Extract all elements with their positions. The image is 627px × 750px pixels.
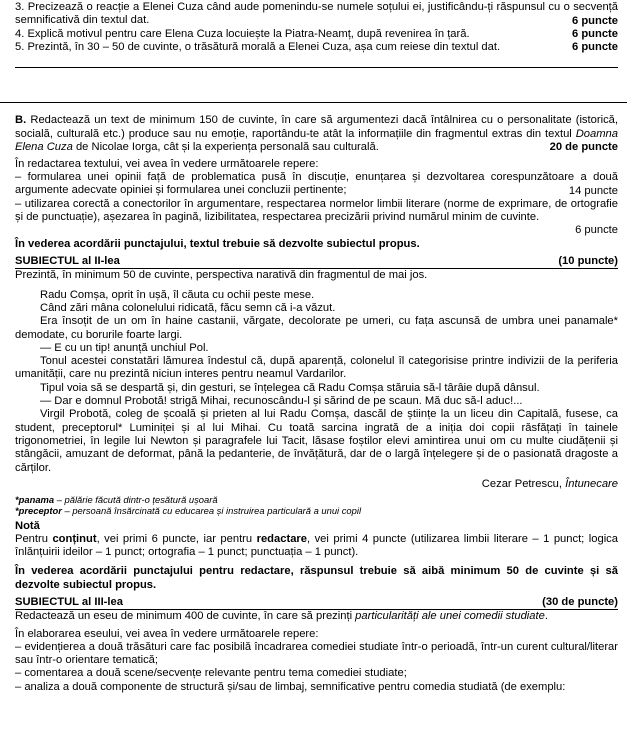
gloss-preceptor bbox=[15, 505, 618, 516]
fragment-paragraph: — Dar e domnul Probotă! strigă Mihai, recunoscându-l și sărind de pe scaun. Mă duc să-l aduc!... bbox=[40, 395, 523, 408]
item-5 bbox=[15, 41, 618, 54]
subiect-3-repere-intro: În elaborarea eseului, vei avea în vedere următoarele repere: bbox=[15, 627, 319, 640]
subiect-3-task bbox=[15, 610, 618, 623]
item-text: Explică motivul pentru care Elena Cuza locuiește la Piatra-Neamț, după revenirea în țară. bbox=[27, 27, 470, 40]
nota-text-part: , vei primi 4 puncte (utilizarea limbii literare – 1 punct; logica înlănțuirii ideilor – 1 punct; ortografia – 1 punct; punctuația – 1 punct). bbox=[15, 532, 618, 559]
section-b-repere-2-points: 6 puncte bbox=[575, 224, 618, 237]
item-4-points: 6 puncte bbox=[571, 27, 618, 40]
fragment-paragraph: Tonul acestei constatări lămurea îndestul că, după aparență, colonelul îl categorisise printre indivizii de la periferia umanității, care nu prezintă niciun interes pentru neamul Vardarilor. bbox=[15, 355, 618, 381]
fragment-paragraph: Tipul voia să se despartă și, din gesturi, se înțelegea că Radu Comșa stăruia să-l târâie după dânsul. bbox=[40, 381, 540, 394]
section-b-repere-1: – formularea unei opinii față de problematica pusă în discuție, enunțarea și dezvoltarea corespunzătoare a două argumente adecvate opiniei și formularea unei concluzii pertinente; bbox=[15, 170, 618, 197]
section-label: B. bbox=[15, 114, 27, 127]
item-3 bbox=[15, 1, 618, 28]
section-b-note: În vederea acordării punctajului, textul trebuie să dezvolte subiectul propus. bbox=[15, 237, 420, 250]
gloss-term: *panama bbox=[15, 494, 55, 506]
subiect-2-header bbox=[15, 255, 618, 269]
subiect-3-repere-item: – analiza a două componente de structură și/sau de limbaj, semnificative pentru comedia studiată (de exemplu: bbox=[15, 680, 566, 693]
item-3-points: 6 puncte bbox=[571, 14, 618, 27]
item-4 bbox=[15, 28, 618, 41]
gloss-definition: – pălărie făcută dintr-o țesătură ușoară bbox=[54, 494, 218, 506]
nota-text-part: Pentru bbox=[15, 532, 53, 545]
subiect-3-task-italic: particularități ale unei comedii studiate bbox=[355, 610, 545, 623]
subiect-3-repere-item: – evidențierea a două trăsături care fac posibilă încadrarea comediei studiate într-o perioadă, într-un curent cultural/literar sau într-o orientare tematică; bbox=[15, 640, 618, 667]
subiect-2-note: În vederea acordării punctajului pentru redactare, răspunsul trebuie să aibă minimum 50 de cuvinte și să dezvolte subiectul propus. bbox=[15, 565, 618, 591]
exam-page bbox=[15, 0, 618, 694]
section-b-points: 20 de puncte bbox=[549, 141, 618, 154]
nota-redactare: redactare bbox=[256, 532, 307, 545]
section-b-repere-2: – utilizarea corectă a conectorilor în argumentare, respectarea normelor limbii literare (norme de exprimare, de ortografie și de punctuație), așezarea în pagină, lizibilitatea, respectarea precizării privind numărul minim de cuvinte. bbox=[15, 197, 618, 224]
subiect-3-repere-item: – comentarea a două scene/secvențe relevante pentru tema comediei studiate; bbox=[15, 667, 407, 680]
fragment-paragraph: Era însoțit de un om în haine castanii, vărgate, decolorate pe umeri, cu fața ascunsă de umbra unei panamale* demodate, cu borurile foarte largi. bbox=[15, 315, 618, 341]
section-b-title: Doamna Elena Cuza bbox=[15, 127, 618, 154]
fragment-paragraph: Radu Comșa, oprit în ușă, îl căuta cu ochii peste mese. bbox=[40, 288, 315, 301]
nota-text-part: , vei primi 6 puncte, iar pentru bbox=[96, 532, 257, 545]
nota-continut: conținut bbox=[52, 532, 97, 545]
item-number: 5. bbox=[15, 41, 25, 54]
subiect-2-title: SUBIECTUL al II-lea bbox=[15, 255, 120, 268]
gloss-term: *preceptor bbox=[15, 505, 62, 517]
nota-title: Notă bbox=[15, 519, 40, 532]
fragment-paragraph: — E cu un tip! anunță unchiul Pol. bbox=[40, 341, 209, 354]
fragment bbox=[15, 289, 618, 475]
subiect-3-header bbox=[15, 596, 618, 610]
gloss-definition: – persoană însărcinată cu educarea și instruirea particulară a unui copil bbox=[61, 505, 362, 517]
item-text: Precizează o reacție a Elenei Cuza când aude pomenindu-se numele soțului ei, justificându-ți răspunsul cu o secvență semnificativă din textul dat. bbox=[15, 1, 618, 27]
subiect-3-points: (30 de puncte) bbox=[542, 595, 618, 608]
item-number: 3. bbox=[15, 1, 25, 13]
fragment-author: Cezar Petrescu, bbox=[481, 477, 566, 490]
subiect-2-points: (10 puncte) bbox=[558, 255, 618, 268]
item-number: 4. bbox=[15, 27, 25, 40]
section-b-text-2: de Nicolae Iorga, cât și la experiența personală sau culturală. bbox=[72, 141, 379, 154]
section-b-repere-intro: În redactarea textului, vei avea în vedere următoarele repere: bbox=[15, 157, 319, 170]
nota-text bbox=[15, 533, 618, 560]
section-b-repere-1-points: 14 puncte bbox=[568, 184, 618, 197]
fragment-paragraph: Virgil Probotă, coleg de școală și prieten al lui Radu Comșa, dascăl de științe la un liceu din Capitală, fusese, ca student, preceptorul* Luminiței și al lui Mihai. Cu toată sarcina ingrată de a iniția doi copii răsfățați în tainele trigonometriei, în legile lui Newton și paragrafele lui Tacit, lăsase foștilor elevi amintirea unui om cu multe ciudățenii și stângăcii, amuzant de deformat, până la pedanterie, de învățătură, dar de o largă înțelegere și de o pasionată dragoste a cărților. bbox=[15, 408, 618, 474]
subiect-2-task: Prezintă, în minimum 50 de cuvinte, perspectiva narativă din fragmentul de mai jos. bbox=[15, 269, 428, 282]
item-text: Prezintă, în 30 – 50 de cuvinte, o trăsătură morală a Elenei Cuza, așa cum reiese din textul dat. bbox=[27, 41, 501, 54]
item-5-points: 6 puncte bbox=[571, 41, 618, 54]
section-b-text-1: Redactează un text de minimum 150 de cuvinte, în care să argumentezi dacă întâlnirea cu o personalitate (istorică, socială, culturală etc.) produce sau nu emoție, raportându-te atât la informațiile din fragmentul extras din textul bbox=[15, 114, 618, 140]
subiect-3-task-part: Redactează un eseu de minimum 400 de cuvinte, în care să prezinți bbox=[15, 610, 356, 623]
fragment-source bbox=[15, 478, 618, 491]
subiect-3-title: SUBIECTUL al III-lea bbox=[15, 595, 123, 608]
subiect-3-task-part: . bbox=[544, 610, 548, 623]
gloss-panama bbox=[15, 494, 618, 505]
fragment-work: Întunecare bbox=[565, 477, 618, 490]
fragment-paragraph: Când zări mâna colonelului ridicată, făcu semn că i-a văzut. bbox=[40, 301, 336, 314]
